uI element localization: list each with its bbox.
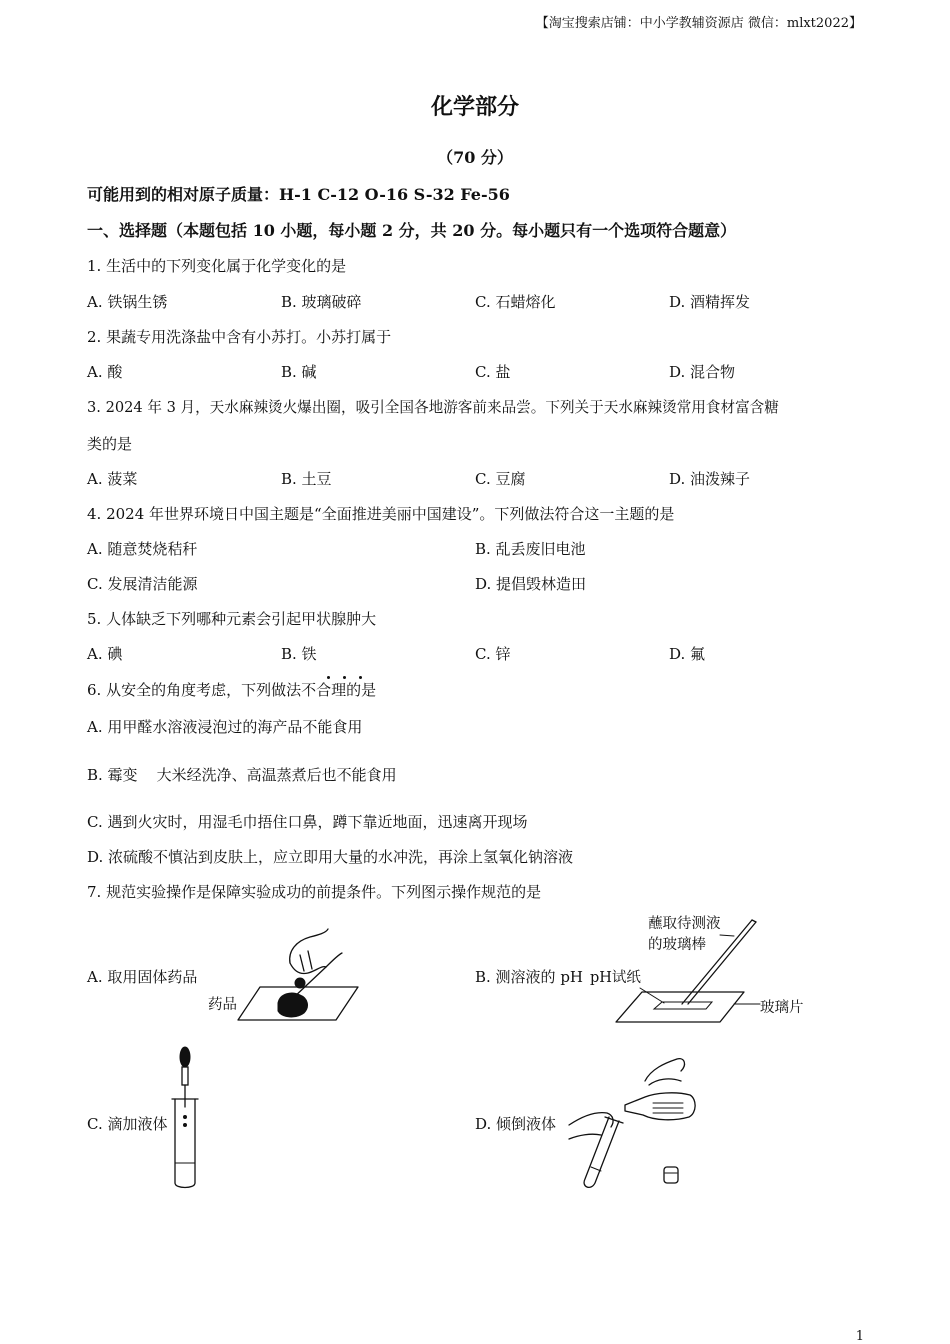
option: B. 土豆 (281, 470, 332, 488)
option: C. 豆腐 (475, 470, 526, 488)
option: D. 氟 (669, 645, 706, 663)
question-stem: 3. 2024 年 3 月，天水麻辣烫火爆出圈，吸引全国各地游客前来品尝。下列关于天水麻辣烫常用食材富含糖 (87, 399, 779, 416)
option: D. 倾倒液体 (475, 1115, 557, 1133)
question-stem: 1. 生活中的下列变化属于化学变化的是 (87, 257, 347, 275)
figure-label-rod-line1: 蘸取待测液 (648, 916, 721, 932)
option: D. 酒精挥发 (669, 293, 751, 311)
option: B. 铁 (281, 645, 317, 663)
option: A. 菠菜 (87, 470, 138, 488)
question-stem-continued: 类的是 (87, 435, 133, 453)
option: C. 锌 (475, 645, 511, 663)
page-number: 1 (855, 1329, 864, 1344)
page-title: 化学部分 (430, 94, 519, 120)
atomic-masses: 可能用到的相对原子质量：H-1 C-12 O-16 S-32 Fe-56 (87, 185, 510, 204)
figure-label-ph-paper: pH试纸 (590, 970, 641, 986)
figure-measure-ph (610, 910, 770, 1030)
question-stem: 7. 规范实验操作是保障实验成功的前提条件。下列图示操作规范的是 (87, 883, 542, 901)
option: B. 碱 (281, 363, 317, 381)
option: C. 遇到火灾时，用湿毛巾捂住口鼻，蹲下靠近地面，迅速离开现场 (87, 813, 528, 831)
option: B. 乱丢废旧电池 (475, 540, 586, 558)
figure-label-rod-line2: 的玻璃棒 (648, 937, 706, 953)
section-title: 一、选择题（本题包括 10 小题，每小题 2 分，共 20 分。每小题只有一个选项符合题意） (87, 221, 737, 240)
total-score: （70 分） (437, 148, 513, 167)
option: A. 碘 (87, 645, 123, 663)
option: C. 盐 (475, 363, 511, 381)
option: B. 玻璃破碎 (281, 293, 362, 311)
figure-label-medicine: 药品 (208, 997, 237, 1013)
option: C. 发展清洁能源 (87, 575, 198, 593)
option: A. 铁锅生锈 (87, 293, 168, 311)
option: D. 提倡毁林造田 (475, 575, 587, 593)
figure-pour-liquid (565, 1055, 705, 1195)
option: A. 取用固体药品 (87, 968, 198, 986)
option: D. 浓硫酸不慎沾到皮肤上，应立即用大量的水冲洗，再涂上氢氧化钠溶液 (87, 848, 574, 866)
figure-label-glass-slide: 玻璃片 (760, 1000, 804, 1016)
option: D. 油泼辣子 (669, 470, 751, 488)
figure-take-solid (230, 925, 370, 1025)
header-note: 【淘宝搜索店铺：中小学教辅资源店 微信：mlxt2022】 (535, 16, 862, 31)
option: A. 用甲醛水溶液浸泡过的海产品不能食用 (87, 718, 363, 736)
option: A. 随意焚烧秸秆 (87, 540, 198, 558)
question-stem: 6. 从安全的角度考虑，下列做法不合理的是 (87, 681, 377, 699)
option: A. 酸 (87, 363, 123, 381)
question-stem: 4. 2024 年世界环境日中国主题是“全面推进美丽中国建设”。下列做法符合这一主题的是 (87, 505, 675, 523)
option: C. 滴加液体 (87, 1115, 168, 1133)
question-stem: 2. 果蔬专用洗涤盐中含有小苏打。小苏打属于 (87, 328, 392, 346)
option: C. 石蜡熔化 (475, 293, 556, 311)
option: D. 混合物 (669, 363, 736, 381)
option: B. 霉变 大米经洗净、高温蒸煮后也不能食用 (87, 766, 397, 784)
question-stem: 5. 人体缺乏下列哪种元素会引起甲状腺肿大 (87, 610, 377, 628)
option: B. 测溶液的 pH (475, 968, 584, 986)
figure-drop-liquid (165, 1045, 205, 1190)
